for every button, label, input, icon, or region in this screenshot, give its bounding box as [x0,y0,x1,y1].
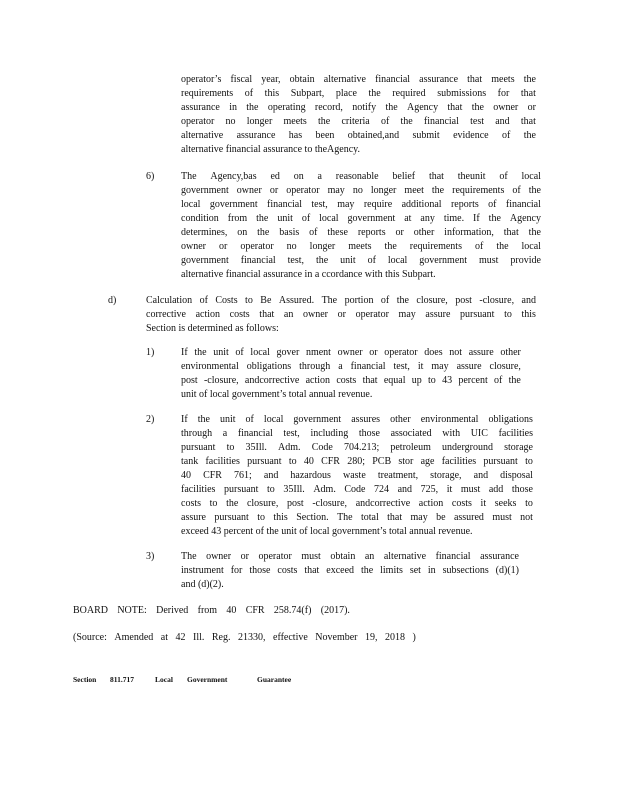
section-number: 811.717 [110,675,134,684]
item-6-number: 6) [146,171,155,182]
item-6-line: The Agency,bas ed on a reasonable belief that theunit of local [181,171,541,182]
heading-word-local: Local [155,675,173,684]
subsection-d-item-2-line: costs to the closure, post -closure, andcorrective action costs it seeks to [181,498,533,509]
intro-paragraph-line: operator’s fiscal year, obtain alternative financial assurance that meets the [181,74,536,85]
subsection-d-line: corrective action costs that an owner or operator may assure pursuant to this [146,309,536,320]
subsection-d-item-2-line: tank facilities pursuant to 40 CFR 280; PCB stor age facilities pursuant to [181,456,533,467]
subsection-d-item-1-number: 1) [146,347,155,358]
intro-paragraph-line: assurance in the operating record, notify the Agency that the owner or [181,102,536,113]
subsection-d-item-2-line: assure pursuant to this Section. The total that may be assured must not [181,512,533,523]
item-6-line: alternative financial assurance in a ccordance with this Subpart. [181,269,436,280]
intro-paragraph-line: alternative assurance has been obtained,and submit evidence of the [181,130,536,141]
subsection-d-item-2-number: 2) [146,414,155,425]
subsection-d-item-3-line: instrument for those costs that exceed the limits set in subsections (d)(1) [181,565,519,576]
subsection-d-item-1-line: environmental obligations through a financial test, it may assure closure, [181,361,521,372]
subsection-d-item-1-line: If the unit of local gover nment owner or operator does not assure other [181,347,521,358]
board-note: BOARD NOTE: Derived from 40 CFR 258.74(f) (2017). [73,605,350,616]
subsection-d-item-2-line: pursuant to 35Ill. Adm. Code 704.213; petroleum underground storage [181,442,533,453]
subsection-d-item-2-line: through a financial test, including those associated with UIC facilities [181,428,533,439]
intro-paragraph-line: operator no longer meets the criteria of the financial test and that [181,116,536,127]
item-6-line: determines, on the basis of these reports or other information, that the [181,227,541,238]
intro-paragraph-line: alternative financial assurance to theAgency. [181,144,360,155]
subsection-d-item-1-line: unit of local government’s total annual revenue. [181,389,373,400]
subsection-d-item-3-line: and (d)(2). [181,579,224,590]
item-6-line: condition from the unit of local government at any time. If the Agency [181,213,541,224]
subsection-d-line: Calculation of Costs to Be Assured. The portion of the closure, post -closure, and [146,295,536,306]
subsection-d-item-3-line: The owner or operator must obtain an alternative financial assurance [181,551,519,562]
source-note: (Source: Amended at 42 Ill. Reg. 21330, effective November 19, 2018 ) [73,632,416,643]
subsection-d-line: Section is determined as follows: [146,323,279,334]
item-6-line: government financial test, the unit of local government must provide [181,255,541,266]
item-6-line: government owner or operator may no longer meet the requirements of the [181,185,541,196]
subsection-d-item-3-number: 3) [146,551,155,562]
item-6-line: owner or operator no longer meets the requirements of the local [181,241,541,252]
subsection-d-item-2-line: 40 CFR 761; and hazardous waste treatment, storage, and disposal [181,470,533,481]
heading-word-guarantee: Guarantee [257,675,292,684]
subsection-d-letter: d) [108,295,117,306]
heading-word-government: Government [187,675,228,684]
item-6-line: local government financial test, may require additional reports of financial [181,199,541,210]
section-label: Section [73,675,97,684]
subsection-d-item-2-line: exceed 43 percent of the unit of local government’s total annual revenue. [181,526,473,537]
subsection-d-item-2-line: If the unit of local government assures other environmental obligations [181,414,533,425]
subsection-d-item-1-line: post -closure, andcorrective action costs that equal up to 43 percent of the [181,375,521,386]
intro-paragraph-line: requirements of this Subpart, place the required submissions for that [181,88,536,99]
subsection-d-item-2-line: facilities pursuant to 35Ill. Adm. Code 724 and 725, it must add those [181,484,533,495]
